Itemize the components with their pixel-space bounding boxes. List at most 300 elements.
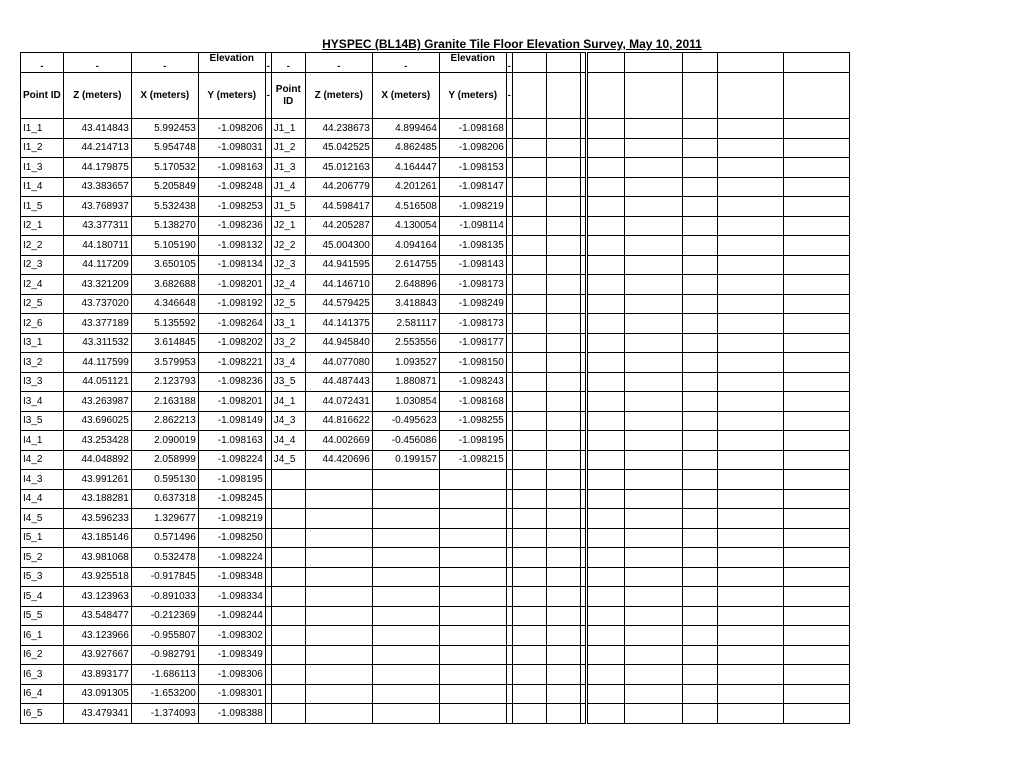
point-id-cell: J2_1 xyxy=(271,216,305,236)
y-cell: -1.098301 xyxy=(198,684,265,704)
x-cell: 4.346648 xyxy=(131,294,198,314)
survey-table xyxy=(20,52,850,724)
z-cell: 44.141375 xyxy=(305,314,372,334)
z-cell: 44.205287 xyxy=(305,216,372,236)
table-row xyxy=(21,645,850,665)
empty-cell xyxy=(512,372,546,392)
empty-cell xyxy=(372,509,439,529)
empty-cell xyxy=(682,392,717,412)
empty-cell xyxy=(546,392,580,412)
empty-cell xyxy=(682,236,717,256)
point-id-cell: I2_2 xyxy=(21,236,64,256)
empty-cell xyxy=(372,665,439,685)
point-id-cell: I5_4 xyxy=(21,587,64,607)
x-cell: 1.329677 xyxy=(131,509,198,529)
table-row xyxy=(21,528,850,548)
empty-cell xyxy=(682,333,717,353)
empty-cell xyxy=(439,489,506,509)
y-cell: -1.098132 xyxy=(198,236,265,256)
empty-cell xyxy=(624,684,682,704)
empty-cell xyxy=(624,489,682,509)
x-cell: 0.571496 xyxy=(131,528,198,548)
empty-cell xyxy=(586,53,624,73)
table-row xyxy=(21,470,850,490)
empty-cell xyxy=(783,684,849,704)
empty-cell xyxy=(546,119,580,139)
table-row xyxy=(21,255,850,275)
table-row xyxy=(21,587,850,607)
x-cell: 2.123793 xyxy=(131,372,198,392)
point-id-cell: I5_2 xyxy=(21,548,64,568)
table-row xyxy=(21,275,850,295)
empty-cell xyxy=(717,73,783,119)
empty-cell xyxy=(512,236,546,256)
x-cell: 2.862213 xyxy=(131,411,198,431)
y-cell: -1.098264 xyxy=(198,314,265,334)
empty-cell xyxy=(372,489,439,509)
z-cell: 43.893177 xyxy=(63,665,131,685)
header-marker: - xyxy=(506,53,512,73)
point-id-cell: J4_3 xyxy=(271,411,305,431)
empty-cell xyxy=(439,645,506,665)
empty-cell xyxy=(512,567,546,587)
z-header: Z (meters) xyxy=(63,73,131,119)
empty-cell xyxy=(546,509,580,529)
empty-cell xyxy=(624,665,682,685)
sheet-title xyxy=(0,37,1024,51)
z-cell: 43.253428 xyxy=(63,431,131,451)
y-cell: -1.098250 xyxy=(198,528,265,548)
empty-cell xyxy=(783,372,849,392)
x-cell: 5.954748 xyxy=(131,138,198,158)
y-cell: -1.098177 xyxy=(439,333,506,353)
y-cell: -1.098147 xyxy=(439,177,506,197)
empty-cell xyxy=(271,645,305,665)
empty-cell xyxy=(586,431,624,451)
x-cell: -1.374093 xyxy=(131,704,198,724)
empty-cell xyxy=(512,645,546,665)
point-id-cell: I2_4 xyxy=(21,275,64,295)
empty-cell xyxy=(586,548,624,568)
table-row xyxy=(21,138,850,158)
empty-cell xyxy=(624,236,682,256)
empty-cell xyxy=(624,333,682,353)
header-row-1 xyxy=(21,53,850,73)
header-marker: - xyxy=(63,53,131,73)
empty-cell xyxy=(586,372,624,392)
point-id-cell: I3_4 xyxy=(21,392,64,412)
header-marker: - xyxy=(506,73,512,119)
x-cell: -1.653200 xyxy=(131,684,198,704)
empty-cell xyxy=(783,119,849,139)
y-cell: -1.098348 xyxy=(198,567,265,587)
empty-cell xyxy=(546,567,580,587)
point-id-cell: I2_6 xyxy=(21,314,64,334)
empty-cell xyxy=(271,489,305,509)
z-cell: 44.117599 xyxy=(63,353,131,373)
empty-cell xyxy=(372,606,439,626)
empty-cell xyxy=(271,528,305,548)
y-cell: -1.098192 xyxy=(198,294,265,314)
empty-cell xyxy=(439,470,506,490)
empty-cell xyxy=(512,392,546,412)
y-cell: -1.098215 xyxy=(439,450,506,470)
z-cell: 43.188281 xyxy=(63,489,131,509)
empty-cell xyxy=(546,665,580,685)
empty-cell xyxy=(682,177,717,197)
y-cell: -1.098219 xyxy=(439,197,506,217)
y-cell: -1.098134 xyxy=(198,255,265,275)
empty-cell xyxy=(783,587,849,607)
empty-cell xyxy=(546,314,580,334)
table-row xyxy=(21,567,850,587)
x-cell: 0.595130 xyxy=(131,470,198,490)
point-id-cell: I5_3 xyxy=(21,567,64,587)
x-cell: 1.093527 xyxy=(372,353,439,373)
y-cell: -1.098163 xyxy=(198,158,265,178)
z-cell: 43.414843 xyxy=(63,119,131,139)
point-id-cell: J2_5 xyxy=(271,294,305,314)
x-cell: -0.955807 xyxy=(131,626,198,646)
empty-cell xyxy=(682,216,717,236)
empty-cell xyxy=(546,177,580,197)
y-cell: -1.098236 xyxy=(198,216,265,236)
empty-cell xyxy=(624,372,682,392)
point-id-cell: I4_3 xyxy=(21,470,64,490)
empty-cell xyxy=(512,411,546,431)
empty-cell xyxy=(624,645,682,665)
empty-cell xyxy=(439,587,506,607)
x-cell: 5.992453 xyxy=(131,119,198,139)
empty-cell xyxy=(546,216,580,236)
empty-cell xyxy=(783,489,849,509)
empty-cell xyxy=(512,53,546,73)
empty-cell xyxy=(512,314,546,334)
table-row xyxy=(21,372,850,392)
empty-cell xyxy=(783,431,849,451)
empty-cell xyxy=(271,684,305,704)
table-row xyxy=(21,177,850,197)
empty-cell xyxy=(624,431,682,451)
empty-cell xyxy=(783,704,849,724)
empty-cell xyxy=(305,684,372,704)
empty-cell xyxy=(717,411,783,431)
header-marker: - xyxy=(265,53,271,73)
empty-cell xyxy=(682,53,717,73)
empty-cell xyxy=(271,665,305,685)
point-id-cell: J3_5 xyxy=(271,372,305,392)
point-id-cell: J1_3 xyxy=(271,158,305,178)
z-cell: 44.816622 xyxy=(305,411,372,431)
z-cell: 43.377311 xyxy=(63,216,131,236)
empty-cell xyxy=(512,509,546,529)
empty-cell xyxy=(439,528,506,548)
empty-cell xyxy=(682,138,717,158)
empty-cell xyxy=(586,665,624,685)
empty-cell xyxy=(783,53,849,73)
empty-cell xyxy=(682,411,717,431)
empty-cell xyxy=(586,489,624,509)
empty-cell xyxy=(624,353,682,373)
y-cell: -1.098236 xyxy=(198,372,265,392)
z-cell: 43.383657 xyxy=(63,177,131,197)
point-id-cell: I2_1 xyxy=(21,216,64,236)
y-cell: -1.098245 xyxy=(198,489,265,509)
table-row xyxy=(21,489,850,509)
y-cell: -1.098168 xyxy=(439,119,506,139)
empty-cell xyxy=(624,509,682,529)
empty-cell xyxy=(624,704,682,724)
empty-cell xyxy=(783,158,849,178)
point-id-cell: J1_2 xyxy=(271,138,305,158)
empty-cell xyxy=(305,548,372,568)
empty-cell xyxy=(783,567,849,587)
empty-cell xyxy=(717,645,783,665)
x-header: X (meters) xyxy=(372,73,439,119)
empty-cell xyxy=(783,255,849,275)
empty-cell xyxy=(546,470,580,490)
table-row xyxy=(21,333,850,353)
empty-cell xyxy=(546,548,580,568)
empty-cell xyxy=(546,73,580,119)
empty-cell xyxy=(624,411,682,431)
z-cell: 43.768937 xyxy=(63,197,131,217)
empty-cell xyxy=(717,138,783,158)
table-row xyxy=(21,606,850,626)
empty-cell xyxy=(271,567,305,587)
empty-cell xyxy=(512,431,546,451)
empty-cell xyxy=(372,645,439,665)
x-cell: 4.516508 xyxy=(372,197,439,217)
point-id-cell: J1_4 xyxy=(271,177,305,197)
empty-cell xyxy=(783,275,849,295)
empty-cell xyxy=(586,470,624,490)
x-cell: 3.650105 xyxy=(131,255,198,275)
empty-cell xyxy=(586,158,624,178)
point-id-cell: J4_1 xyxy=(271,392,305,412)
x-cell: 0.532478 xyxy=(131,548,198,568)
empty-cell xyxy=(717,353,783,373)
empty-cell xyxy=(682,606,717,626)
empty-cell xyxy=(717,704,783,724)
empty-cell xyxy=(512,275,546,295)
empty-cell xyxy=(305,489,372,509)
empty-cell xyxy=(586,73,624,119)
empty-cell xyxy=(586,567,624,587)
empty-cell xyxy=(439,665,506,685)
point-id-cell: I1_2 xyxy=(21,138,64,158)
empty-cell xyxy=(305,528,372,548)
header-marker: - xyxy=(271,53,305,73)
empty-cell xyxy=(546,236,580,256)
empty-cell xyxy=(546,587,580,607)
y-cell: -1.098244 xyxy=(198,606,265,626)
point-id-cell: I3_1 xyxy=(21,333,64,353)
table-row xyxy=(21,704,850,724)
point-id-cell: I4_4 xyxy=(21,489,64,509)
y-cell: -1.098224 xyxy=(198,548,265,568)
empty-cell xyxy=(783,665,849,685)
empty-cell xyxy=(586,606,624,626)
empty-cell xyxy=(624,548,682,568)
empty-cell xyxy=(717,470,783,490)
empty-cell xyxy=(439,684,506,704)
empty-cell xyxy=(624,158,682,178)
y-cell: -1.098153 xyxy=(439,158,506,178)
z-cell: 44.420696 xyxy=(305,450,372,470)
empty-cell xyxy=(546,197,580,217)
y-cell: -1.098253 xyxy=(198,197,265,217)
empty-cell xyxy=(783,528,849,548)
empty-cell xyxy=(717,119,783,139)
empty-cell xyxy=(717,606,783,626)
z-header: Z (meters) xyxy=(305,73,372,119)
z-cell: 43.123963 xyxy=(63,587,131,607)
x-cell: 5.138270 xyxy=(131,216,198,236)
empty-cell xyxy=(586,392,624,412)
empty-cell xyxy=(586,509,624,529)
x-cell: 4.130054 xyxy=(372,216,439,236)
table-row xyxy=(21,411,850,431)
empty-cell xyxy=(439,548,506,568)
point-id-cell: J2_2 xyxy=(271,236,305,256)
empty-cell xyxy=(586,119,624,139)
point-id-cell: J3_4 xyxy=(271,353,305,373)
empty-cell xyxy=(682,314,717,334)
empty-cell xyxy=(512,489,546,509)
x-cell: 3.614845 xyxy=(131,333,198,353)
table-row xyxy=(21,294,850,314)
x-header: X (meters) xyxy=(131,73,198,119)
empty-cell xyxy=(512,294,546,314)
empty-cell xyxy=(717,392,783,412)
point-id-cell: I4_5 xyxy=(21,509,64,529)
z-cell: 44.117209 xyxy=(63,255,131,275)
empty-cell xyxy=(682,158,717,178)
y-cell: -1.098243 xyxy=(439,372,506,392)
z-cell: 44.077080 xyxy=(305,353,372,373)
point-id-cell: J1_1 xyxy=(271,119,305,139)
empty-cell xyxy=(783,450,849,470)
z-cell: 43.321209 xyxy=(63,275,131,295)
empty-cell xyxy=(512,216,546,236)
empty-cell xyxy=(271,470,305,490)
x-cell: 3.579953 xyxy=(131,353,198,373)
empty-cell xyxy=(512,119,546,139)
empty-cell xyxy=(586,684,624,704)
empty-cell xyxy=(783,314,849,334)
empty-cell xyxy=(586,255,624,275)
empty-cell xyxy=(512,333,546,353)
x-cell: 4.862485 xyxy=(372,138,439,158)
empty-cell xyxy=(546,372,580,392)
empty-cell xyxy=(305,470,372,490)
x-cell: -0.495623 xyxy=(372,411,439,431)
empty-cell xyxy=(512,470,546,490)
z-cell: 43.311532 xyxy=(63,333,131,353)
empty-cell xyxy=(586,197,624,217)
empty-cell xyxy=(624,255,682,275)
empty-cell xyxy=(682,626,717,646)
y-header: Y (meters) xyxy=(439,73,506,119)
z-cell: 43.981068 xyxy=(63,548,131,568)
x-cell: 0.199157 xyxy=(372,450,439,470)
empty-cell xyxy=(586,353,624,373)
empty-cell xyxy=(783,470,849,490)
empty-cell xyxy=(717,431,783,451)
empty-cell xyxy=(717,626,783,646)
empty-cell xyxy=(783,294,849,314)
empty-cell xyxy=(546,704,580,724)
z-cell: 44.487443 xyxy=(305,372,372,392)
point-id-cell: I3_5 xyxy=(21,411,64,431)
empty-cell xyxy=(624,216,682,236)
empty-cell xyxy=(682,645,717,665)
z-cell: 44.072431 xyxy=(305,392,372,412)
x-cell: -0.212369 xyxy=(131,606,198,626)
empty-cell xyxy=(305,509,372,529)
empty-cell xyxy=(783,138,849,158)
z-cell: 44.941595 xyxy=(305,255,372,275)
empty-cell xyxy=(717,548,783,568)
table-row xyxy=(21,353,850,373)
empty-cell xyxy=(624,138,682,158)
x-cell: 3.418843 xyxy=(372,294,439,314)
z-cell: 43.123966 xyxy=(63,626,131,646)
empty-cell xyxy=(512,528,546,548)
empty-cell xyxy=(717,53,783,73)
empty-cell xyxy=(717,314,783,334)
empty-cell xyxy=(682,470,717,490)
empty-cell xyxy=(682,509,717,529)
empty-cell xyxy=(439,704,506,724)
table-row xyxy=(21,626,850,646)
y-cell: -1.098195 xyxy=(439,431,506,451)
x-cell: 4.201261 xyxy=(372,177,439,197)
header-marker: - xyxy=(265,73,271,119)
empty-cell xyxy=(546,138,580,158)
empty-cell xyxy=(586,704,624,724)
empty-cell xyxy=(372,528,439,548)
empty-cell xyxy=(305,704,372,724)
empty-cell xyxy=(586,333,624,353)
z-cell: 43.596233 xyxy=(63,509,131,529)
empty-cell xyxy=(624,73,682,119)
sheet-title-text: HYSPEC (BL14B) Granite Tile Floor Elevation Survey, May 10, 2011 xyxy=(322,37,702,51)
point-id-cell: I6_3 xyxy=(21,665,64,685)
empty-cell xyxy=(717,197,783,217)
z-cell: 45.042525 xyxy=(305,138,372,158)
x-cell: 2.581117 xyxy=(372,314,439,334)
z-cell: 44.002669 xyxy=(305,431,372,451)
header-marker: - xyxy=(21,53,64,73)
empty-cell xyxy=(512,158,546,178)
empty-cell xyxy=(586,275,624,295)
empty-cell xyxy=(682,567,717,587)
empty-cell xyxy=(717,509,783,529)
z-cell: 44.146710 xyxy=(305,275,372,295)
empty-cell xyxy=(717,177,783,197)
table-row xyxy=(21,392,850,412)
table-row xyxy=(21,450,850,470)
empty-cell xyxy=(546,684,580,704)
x-cell: -0.982791 xyxy=(131,645,198,665)
empty-cell xyxy=(682,684,717,704)
empty-cell xyxy=(682,704,717,724)
empty-cell xyxy=(783,216,849,236)
empty-cell xyxy=(682,665,717,685)
header-marker: - xyxy=(305,53,372,73)
